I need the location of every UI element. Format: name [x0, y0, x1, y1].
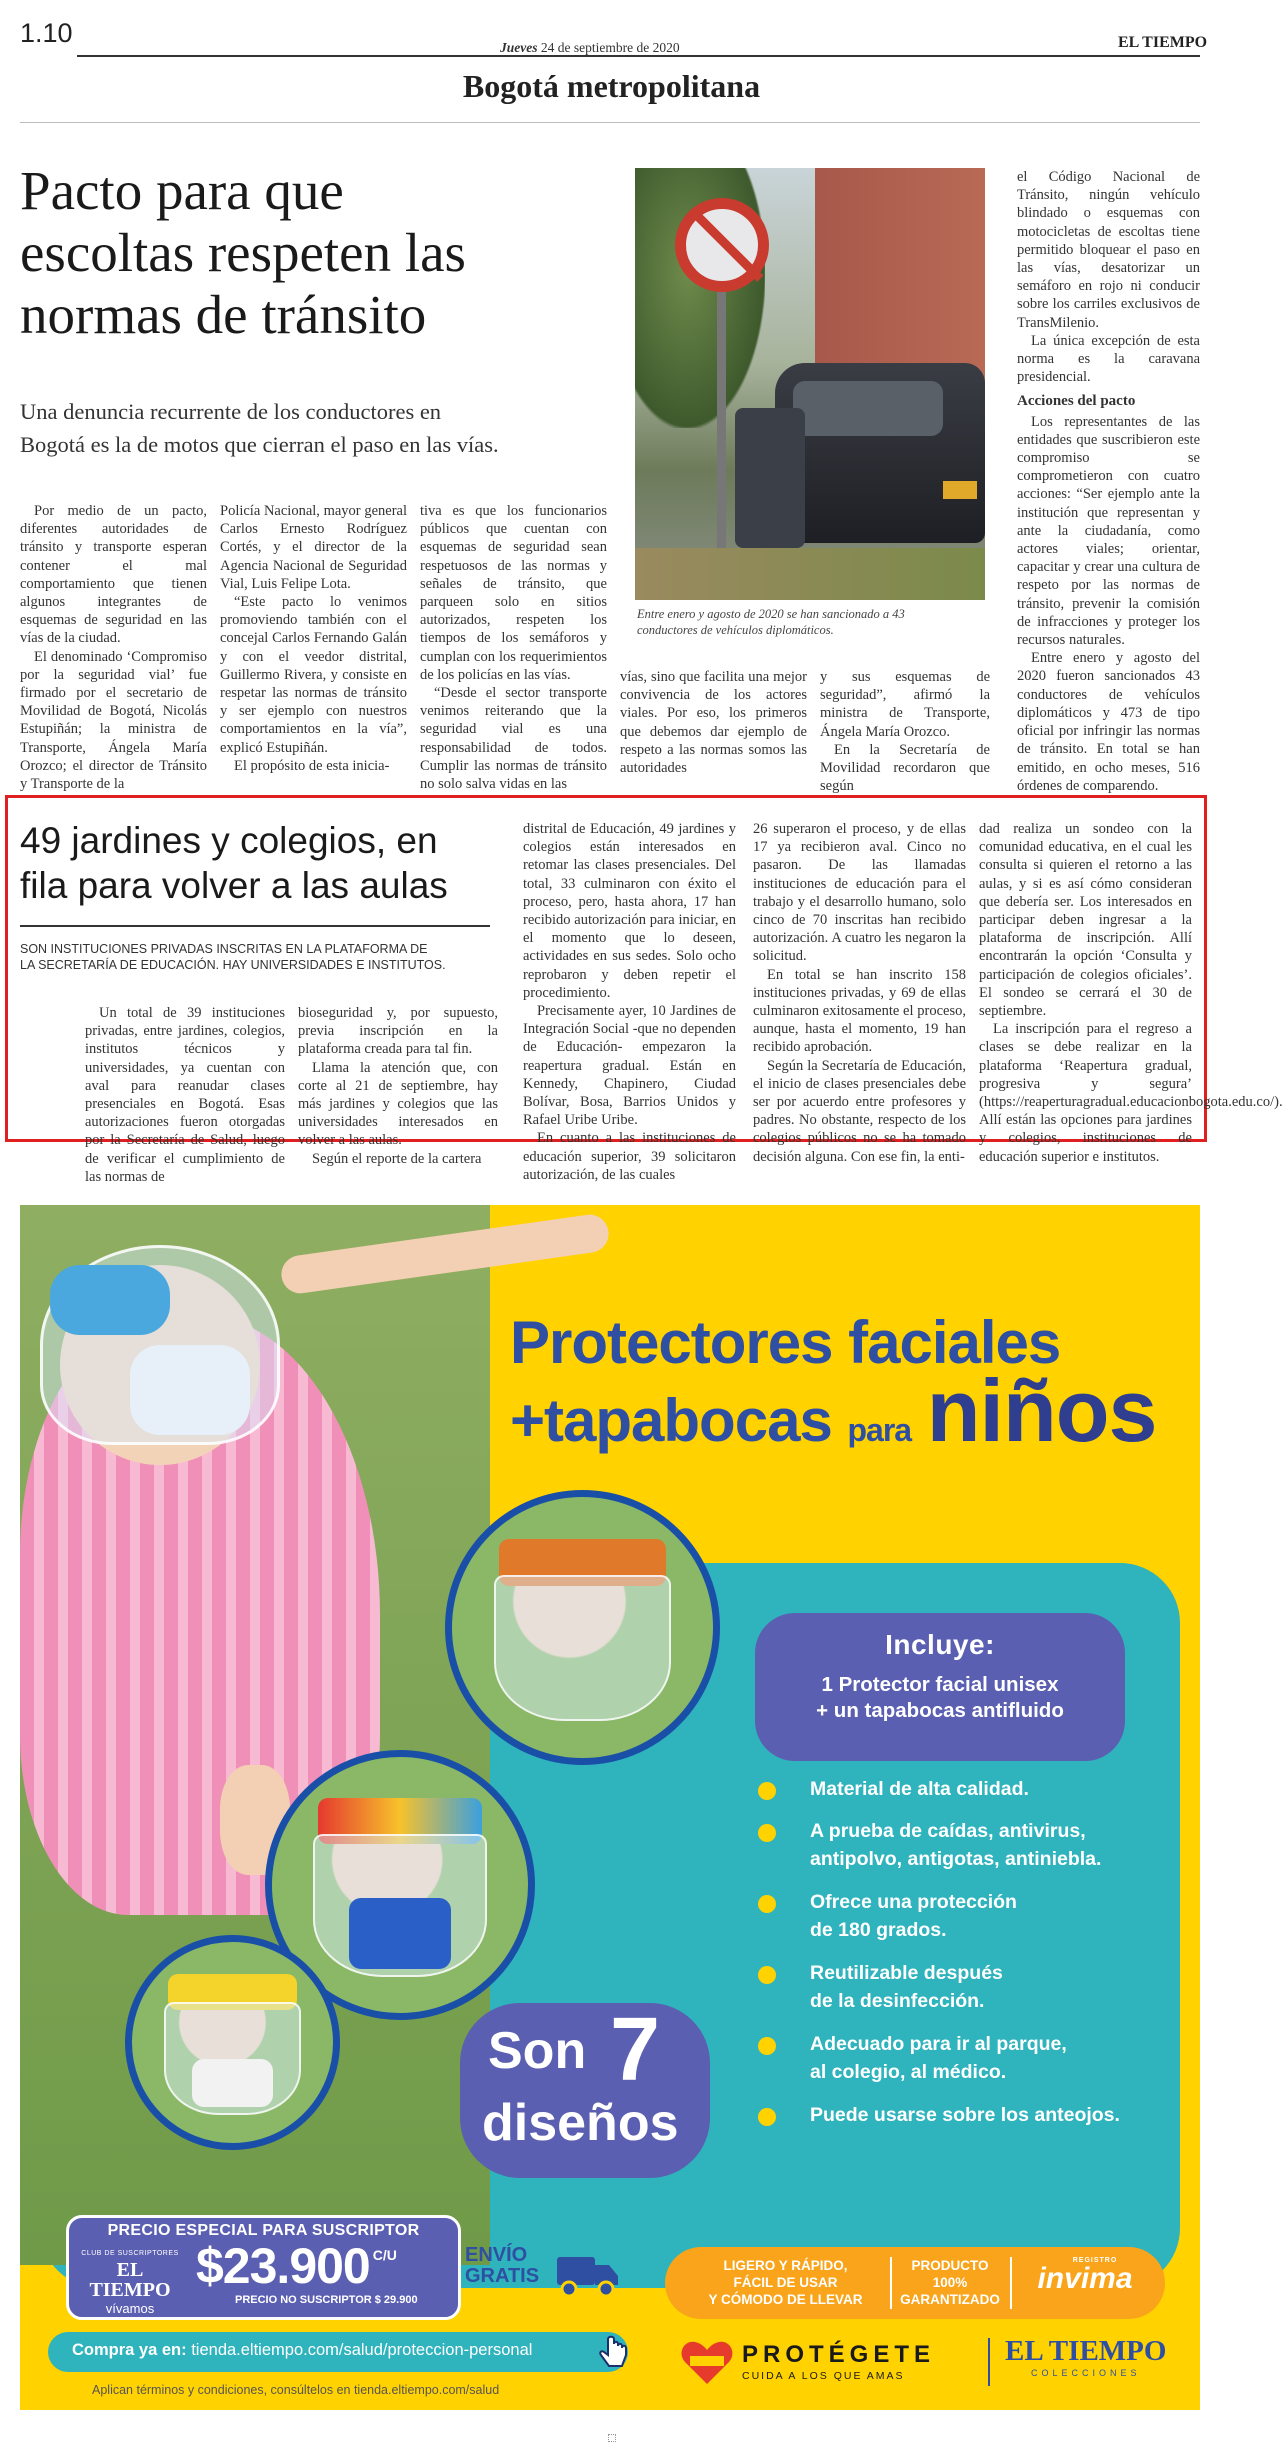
headline-line: 49 jardines y colegios, en [20, 820, 438, 861]
article2-kicker [20, 941, 446, 973]
article1-col4 [620, 668, 807, 777]
benefit-2 [895, 2257, 1005, 2308]
paragraph: vías, sino que facilita una mejor convivencia de los actores viales. Por eso, los primeros que debemos dar ejemplo de respeto a las normas somos las autoridades [620, 669, 807, 777]
feature-line: Ofrece una protección [810, 1891, 1017, 1913]
bullet-icon [758, 2037, 776, 2055]
club-logo [75, 2250, 185, 2315]
bullet-icon [758, 2108, 776, 2126]
buy-link[interactable] [72, 2341, 532, 2360]
protegete-tag: CUIDA A LOS QUE AMAS [742, 2370, 905, 2382]
club-label: CLUB DE SUSCRIPTORES [81, 2250, 179, 2257]
paragraph: tiva es que los funcionarios públicos que cuentan con esquemas de seguridad sean respetuosos de las normas y señales de tránsito, que parqueen solo en sitios autorizados, respeten los tiempos de los semáforos y cumplan con los requerimientos de los policías en las vías. [420, 503, 607, 683]
buy-label: Compra ya en: [72, 2341, 187, 2359]
article2-col4 [753, 820, 966, 1166]
hand-pointer-icon [598, 2335, 630, 2373]
paragraph: La única excepción de esta norma es la caravana presidencial. [1017, 332, 1200, 386]
feature-line: Reutilizable después [810, 1962, 1003, 1984]
paragraph: Según la Secretaría de Educación, el inicio de clases presenciales debe ser por acuerdo entre profesores y padres. No obstante, respecto de los colegios públicos no se ha tomado decisión alguna. Con ese fin, la enti- [753, 1057, 966, 1165]
date-rest: 24 de septiembre de 2020 [540, 40, 680, 55]
disenos-label: diseños [482, 2094, 679, 2152]
paragraph: distrital de Educación, 49 jardines y colegios están interesados en retomar las clases presenciales. Del total, 33 culminaron con éxito el proceso, pero, hasta ahora, 17 han recibido autorización para iniciar, en el momento que lo deseen, actividades en sus sedes. Solo ocho reprobaron y deben repetir el procedimiento. [523, 821, 736, 1001]
paragraph: Entre enero y agosto del 2020 fueron sancionados 43 conductores de vehículos diplomáticos y 473 de tipo oficial por infringir las normas de tránsito. En total se han emitido, en ocho meses, 516 órdenes de comparendo. [1017, 650, 1200, 794]
paragraph: Según el reporte de la cartera [312, 1150, 482, 1167]
benefit-divider [1010, 2257, 1012, 2309]
photo-car2 [735, 408, 805, 548]
benefit-line: FÁCIL DE USAR [733, 2275, 838, 2290]
paragraph: Llama la atención que, con corte al 21 de septiembre, hay más jardines y colegios que las universidades interesados en volver a las aulas. [298, 1059, 498, 1149]
ad-title [510, 1310, 1190, 1465]
feature-line: Material de alta calidad. [810, 1778, 1029, 1800]
price-amount: $23.900 [196, 2238, 370, 2294]
feature-6 [810, 2101, 1120, 2129]
protegete-text: PROTÉGETE [742, 2341, 936, 2368]
shipping-line2: GRATIS [465, 2265, 540, 2287]
section-title: Bogotá metropolitana [462, 68, 761, 104]
son-number: 7 [610, 2000, 661, 2100]
delivery-truck-icon [555, 2245, 620, 2300]
paragraph: 26 superaron el proceso, y de ellas 17 ya recibieron aval. Cinco no pasaron. De las llamadas instituciones de educación para el trabajo y el desarrollo humano, solo cinco de 70 inscritas han recibido autorización. A cuatro les negaron la solicitud. [753, 821, 966, 965]
bullet-icon [758, 1782, 776, 1800]
kicker-line: LA SECRETARÍA DE EDUCACIÓN. HAY UNIVERSIDADES E INSTITUTOS. [20, 958, 446, 972]
paragraph: El propósito de esta inicia- [234, 757, 390, 774]
footer-brand-logo [1005, 2337, 1166, 2378]
paragraph: “Desde el sector transporte venimos reiterando que la seguridad vial es una responsabilidad de todos. Cumplir las normas de tránsito no solo salva vidas en las [420, 685, 607, 793]
feature-2 [810, 1817, 1101, 1873]
benefit-line: GARANTIZADO [900, 2292, 1000, 2307]
article1-photo [635, 168, 985, 600]
terms-text: Aplican términos y condiciones, consúltelos en tienda.eltiempo.com/salud [92, 2383, 500, 2397]
feature-line: A prueba de caídas, antivirus, [810, 1820, 1086, 1842]
headline-line: fila para volver a las aulas [20, 865, 448, 906]
paragraph: bioseguridad y, por supuesto, previa inscripción en la plataforma creada para tal fin. [298, 1005, 498, 1058]
ad-title-ninos: niños [926, 1361, 1157, 1460]
invima-logo [1020, 2257, 1150, 2294]
header-brand: EL TIEMPO [1118, 34, 1208, 51]
article2-headline [20, 818, 448, 908]
caption-line: Entre enero y agosto de 2020 se han sancionado a 43 [637, 607, 905, 621]
girl-shield-band [50, 1265, 170, 1335]
paragraph: Por medio de un pacto, diferentes autoridades de tránsito y transporte esperan contener el mal comportamiento que tienen algunos integrantes de esquemas de seguridad en las vías de la ciudad. [20, 503, 207, 647]
photo-sidewalk [635, 548, 985, 600]
price-value [196, 2237, 397, 2295]
headline-line: escoltas respeten las [20, 222, 466, 283]
price-unit: C/U [372, 2247, 397, 2263]
paragraph: y sus esquemas de seguridad”, afirmó la ministra de Transporte, Ángela María Orozco. [820, 669, 990, 740]
paragraph: En la Secretaría de Movilidad recordaron que según [820, 741, 990, 795]
feature-line: antipolvo, antigotas, antiniebla. [810, 1848, 1102, 1870]
ad-title-line1: Protectores faciales [510, 1309, 1061, 1376]
article1-col3 [420, 502, 607, 793]
benefit-line: PRODUCTO [911, 2258, 989, 2273]
benefit-divider [890, 2257, 892, 2309]
benefit-line: Y CÓMODO DE LLEVAR [708, 2292, 863, 2307]
paragraph: dad realiza un sondeo con la comunidad educativa, en el cual les consulta si quieren el retorno a las aulas, y si es así cómo consideran que debería ser. Los interesados en participar deben ingresar a la plataforma de inscripción. Allí encontrarán la opción ‘Consulta y participación de colegios oficiales’. El sondeo se cerrará el 30 de septiembre. [979, 821, 1192, 1020]
benefit-1 [688, 2257, 883, 2308]
incluye-title: Incluye: [885, 1629, 995, 1660]
paragraph: En total se han inscrito 158 instituciones privadas, y 69 de ellas culminaron exitosamente el proceso, aunque, hasta el momento, 19 han recibido aprobación. [753, 966, 966, 1056]
article1-col6 [1017, 168, 1200, 795]
price-header: PRECIO ESPECIAL PARA SUSCRIPTOR [107, 2222, 420, 2239]
headline-line: Pacto para que [20, 160, 344, 221]
footer-brand: EL TIEMPO [1005, 2335, 1167, 2367]
article1-col2 [220, 502, 407, 775]
bullet-icon [758, 1966, 776, 1984]
headline-line: normas de tránsito [20, 284, 427, 345]
invima-text: invima [1037, 2262, 1133, 2295]
incluye-line1: 1 Protector facial unisex [821, 1673, 1059, 1696]
son-label: Son [488, 2022, 587, 2080]
son-7-disenos-badge [460, 2000, 710, 2178]
photo-building [815, 168, 985, 388]
feature-4 [810, 1959, 1003, 2015]
paragraph: En cuanto a las instituciones de educación superior, 39 solicitaron autorización, de las cuales [523, 1130, 736, 1183]
feature-line: de la desinfección. [810, 1990, 985, 2012]
price-non-subscriber: PRECIO NO SUSCRIPTOR $ 29.900 [235, 2294, 418, 2306]
buy-url[interactable]: tienda.eltiempo.com/salud/proteccion-personal [191, 2341, 533, 2359]
bullet-icon [758, 1824, 776, 1842]
advertisement [20, 1205, 1200, 2410]
article2-col3 [523, 820, 736, 1184]
article1-headline [20, 160, 466, 346]
no-parking-sign-icon [675, 198, 769, 292]
benefit-line: 100% [932, 2275, 968, 2290]
article1-col5 [820, 668, 990, 795]
feature-1 [810, 1775, 1029, 1803]
incluye-box [755, 1613, 1125, 1761]
article2-col1 [85, 1004, 285, 1186]
paragraph: Policía Nacional, mayor general Carlos Ernesto Rodríguez Cortés, y el director de la Agencia Nacional de Seguridad Vial, Luis Felipe Lota. [220, 503, 407, 592]
ad-title-para: para [847, 1412, 912, 1448]
issue-date [500, 40, 680, 56]
footer-divider [988, 2338, 990, 2386]
section-rule [20, 122, 1200, 123]
subhead: Acciones del pacto [1017, 393, 1136, 410]
incluye-line2: + un tapabocas antifluido [816, 1699, 1064, 1722]
page-number: 1.10 [20, 18, 73, 48]
paragraph: Los representantes de las entidades que suscribieron este compromiso se comprometieron con cuatro acciones: “Ser ejemplo ante la institución que representan y ante la ciudadanía, como actores viales; orientar, capacitar y crear una cultura de respeto por las normas de tránsito, prevenir la comisión de infracciones y proteger los recursos naturales. [1017, 413, 1200, 649]
club-brand: EL TIEMPO [89, 2259, 171, 2301]
ad-photo-duck [125, 1935, 340, 2150]
bullet-icon [758, 1895, 776, 1913]
girl-arm [279, 1212, 611, 1296]
protegete-logo [742, 2343, 935, 2382]
kicker-line: SON INSTITUCIONES PRIVADAS INSCRITAS EN LA PLATAFORMA DE [20, 942, 428, 956]
paragraph: “Este pacto lo venimos promoviendo también con el concejal Carlos Fernando Galán y con el veedor distrital, Guillermo Rivera, y consiste en respetar las normas de tránsito y ser ejemplo con nuestros comportamientos en la vía”, explicó Estupiñán. [220, 594, 407, 756]
photo-suv [775, 363, 985, 543]
article1-col1 [20, 502, 207, 793]
header-rule [77, 55, 1200, 57]
shipping-line1: ENVÍO [465, 2244, 528, 2266]
caption-line: conductores de vehículos diplomáticos. [637, 623, 834, 637]
paragraph: La inscripción para el regreso a clases se debe realizar en la plataforma ‘Reapertura gradual, progresiva y segura’ (https://reaperturagradual.educacionbogota.edu.co/). Allí están las opciones para jardines y colegios, instituciones de educación superior e institutos. [979, 1021, 1283, 1165]
page-scroll-marker [608, 2434, 616, 2442]
feature-line: al colegio, al médico. [810, 2061, 1007, 2083]
footer-brand-tag: COLECCIONES [1030, 2368, 1141, 2378]
date-day: Jueves [500, 40, 538, 55]
deck-line: Bogotá es la de motos que cierran el paso en las vías. [20, 432, 499, 457]
feature-5 [810, 2030, 1067, 2086]
heart-icon [680, 2338, 734, 2386]
ad-photo-fox [445, 1490, 720, 1765]
paragraph: El denominado ‘Compromiso por la seguridad vial’ fue firmado por el secretario de Movilidad de Bogotá, Nicolás Estupiñán; la ministra de Transporte, Ángela María Orozco; el director de Tránsito y Transporte de la [20, 648, 207, 793]
club-tag: vívamos [105, 2301, 155, 2316]
feature-line: Adecuado para ir al parque, [810, 2033, 1067, 2055]
benefit-line: LIGERO Y RÁPIDO, [723, 2258, 848, 2273]
feature-line: de 180 grados. [810, 1919, 947, 1941]
ad-title-line2 [510, 1361, 1190, 1465]
ad-title-tapabocas: +tapabocas [510, 1387, 832, 1454]
paragraph: el Código Nacional de Tránsito, ningún vehículo blindado o esquemas con motocicletas de escoltas tiene permitido bloquear el paso en las vías, desatorizar un semáforo en rojo ni conducir sobre los carriles exclusivos de TransMilenio. [1017, 169, 1200, 331]
photo-caption [637, 606, 905, 638]
paragraph: Precisamente ayer, 10 Jardines de Integración Social -que no dependen de Educación- empezaron la reapertura gradual. Están en Kennedy, Chapinero, Ciudad Bolívar, Bosa, Barrios Unidos y Rafael Uribe Uribe. [523, 1003, 736, 1129]
paragraph: Un total de 39 instituciones privadas, entre jardines, colegios, institutos técnicos y universidades, ya cuentan con aval para reanudar clases presenciales en Bogotá. Esas autorizaciones fueron otorgadas por la Secretaría de Salud, luego de verificar el cumplimiento de las normas de [85, 1005, 285, 1185]
deck-line: Una denuncia recurrente de los conductores en [20, 399, 442, 424]
invima-small: REGISTRO [1072, 2257, 1118, 2264]
kicker-rule [20, 925, 490, 927]
article2-col2 [298, 1004, 498, 1168]
feature-line: Puede usarse sobre los anteojos. [810, 2104, 1120, 2126]
feature-3 [810, 1888, 1017, 1944]
article2-col5 [979, 820, 1283, 1166]
article1-deck [20, 395, 499, 461]
